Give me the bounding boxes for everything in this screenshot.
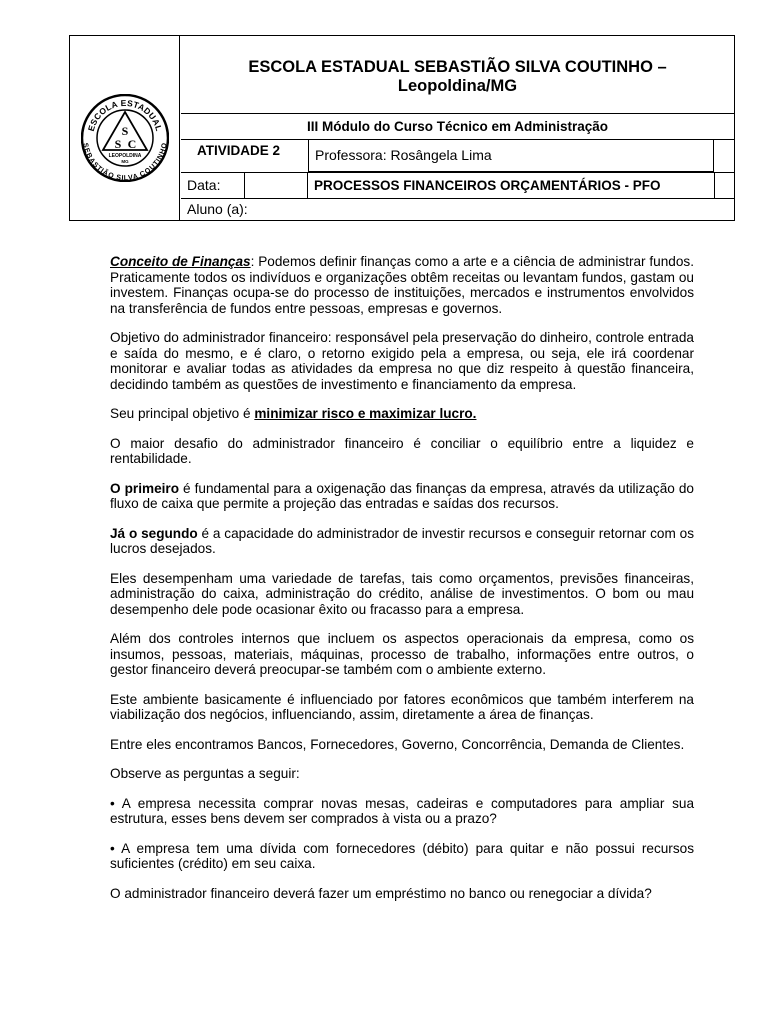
activity-row — [181, 140, 734, 172]
paragraph-finance-concept — [110, 254, 694, 316]
paragraph-text: : Podemos definir finanças como a arte e a ciência de administrar fundos. Praticamente todos os indivíduos e organizações obtêm receitas ou levantam fundos, gastam ou investem. Finanças ocupa-se do processo de instituições, mercados e instrumentos envolvidos na transferência de fundos entre pessoas, empresas e governos. — [110, 254, 694, 316]
seal-state: MG — [121, 159, 129, 164]
school-title — [181, 36, 734, 114]
paragraph-internal-controls: Além dos controles internos que incluem os aspectos operacionais da empresa, como os insumos, pessoas, materiais, máquinas, processo de trabalho, informações entre outros, o gestor financeiro deverá preocupar-se também com o ambiente externo. — [110, 631, 694, 677]
question-item-2: • A empresa tem uma dívida com fornecedores (débito) para quitar e não possui recursos suficientes (crédito) em seu caixa. — [110, 840, 694, 871]
date-row-end-cell — [714, 172, 734, 199]
subject-title: PROCESSOS FINANCEIROS ORÇAMENTÁRIOS - PFO — [314, 178, 661, 193]
paragraph-first — [110, 481, 694, 512]
school-seal-logo — [81, 94, 169, 182]
bold-first: O primeiro — [110, 480, 179, 496]
highlight-main-goal: minimizar risco e maximizar lucro. — [254, 406, 477, 421]
paragraph-text: é fundamental para a oxigenação das finanças da empresa, através da utilização do fluxo de caixa que permite a projeção das entradas e saídas dos recursos. — [110, 480, 694, 511]
module-row: III Módulo do Curso Técnico em Administração — [181, 114, 734, 140]
paragraph-main-goal — [110, 406, 694, 422]
bold-second: Já o segundo — [110, 525, 198, 541]
school-title-line2: Leopoldina/MG — [397, 76, 518, 95]
paragraph-entities: Entre eles encontramos Bancos, Fornecedores, Governo, Concorrência, Demanda de Clientes. — [110, 736, 685, 752]
paragraph-text: é a capacidade do administrador de investir recursos e conseguir retornar com os lucros desejados. — [110, 525, 694, 556]
seal-top-text: ESCOLA ESTADUAL — [85, 97, 165, 133]
seal-bottom-text: SEBASTIÃO SILVA COUTINHO — [81, 142, 169, 182]
term-finance-concept: Conceito de Finanças — [110, 254, 251, 269]
date-row — [181, 172, 734, 199]
paragraph-environment: Este ambiente basicamente é influenciado por fatores econômicos que também interferem na viabilização dos negócios, influenciando, assim, diretamente a área de finanças. — [110, 691, 694, 722]
paragraph-objective: Objetivo do administrador financeiro: responsável pela preservação do dinheiro, controle entrada e saída do mesmo, e é claro, o retorno exigido pela a empresa, ou seja, ele irá coordenar monitorar e avaliar todas as atividades da empresa no que diz respeito à questão financeira, decidindo também as questões de investimento e financiamento da empresa. — [110, 330, 694, 392]
paragraph-challenge: O maior desafio do administrador financeiro é conciliar o equilíbrio entre a liquidez e rentabilidade. — [110, 435, 694, 466]
teacher-field: Professora: Rosângela Lima — [308, 140, 714, 172]
paragraph-questions-intro: Observe as perguntas a seguir: — [110, 766, 300, 781]
paragraph-text: Seu principal objetivo é — [110, 406, 255, 421]
paragraph-final-question: O administrador financeiro deverá fazer um empréstimo no banco ou renegociar a dívida? — [110, 885, 652, 901]
school-title-line1: ESCOLA ESTADUAL SEBASTIÃO SILVA COUTINHO – — [248, 57, 667, 76]
question-item-1: • A empresa necessita comprar novas mesas, cadeiras e computadores para ampliar sua estrutura, esses bens devem ser comprados à vista ou a prazo? — [110, 795, 694, 826]
seal-letter-c: C — [127, 137, 137, 151]
seal-letter-s-left: S — [114, 137, 122, 151]
seal-letter-s-top: S — [121, 124, 129, 138]
seal-city: LEOPOLDINA — [108, 153, 142, 159]
student-row: Aluno (a): — [187, 201, 248, 217]
date-field — [244, 172, 308, 199]
document-body — [110, 254, 694, 915]
paragraph-second — [110, 526, 694, 557]
header-table — [69, 35, 735, 221]
logo-cell — [70, 36, 180, 220]
activity-label: ATIVIDADE 2 — [197, 143, 281, 158]
date-label: Data: — [187, 177, 221, 193]
paragraph-tasks: Eles desempenham uma variedade de tarefas, tais como orçamentos, previsões financeiras, administração do caixa, administração do crédito, análise de investimentos. O bom ou mau desempenho dele pode ocasionar êxito ou fracasso para a empresa. — [110, 570, 694, 617]
